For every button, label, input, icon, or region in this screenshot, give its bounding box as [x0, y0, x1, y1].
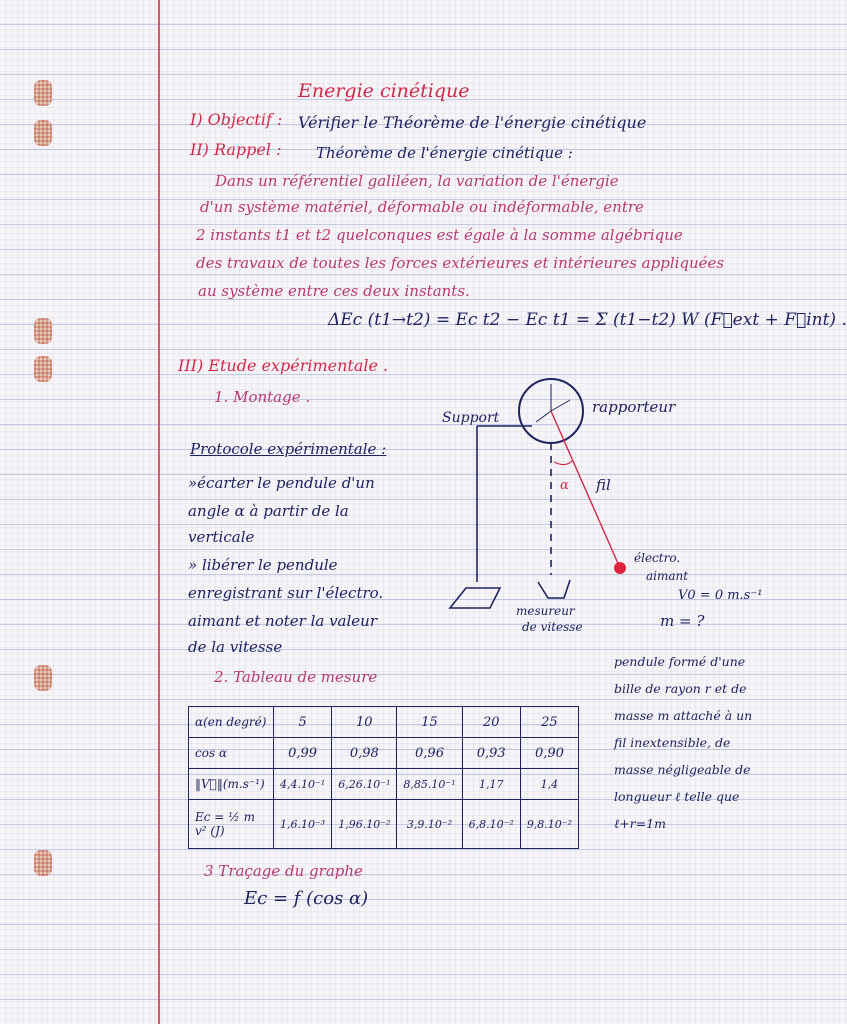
- table-row: [189, 707, 579, 738]
- protocole-line: enregistrant sur l'électro.: [188, 584, 384, 602]
- row-header: Ec = ½ m v² (J): [189, 800, 274, 849]
- rappel-line: 2 instants t1 et t2 quelconques est égale à la somme algébrique: [196, 226, 683, 244]
- table-cell: 0,93: [462, 738, 520, 769]
- table-cell: 10: [332, 707, 397, 738]
- rappel-line: Dans un référentiel galiléen, la variation de l'énergie: [215, 172, 619, 190]
- table-cell: 1,4: [520, 769, 578, 800]
- margin-line: [158, 0, 160, 1024]
- table-row: [189, 769, 579, 800]
- aimant-label: aimant: [646, 569, 689, 583]
- table-row: [189, 800, 579, 849]
- punch-hole: [34, 120, 52, 146]
- graph-title: 3 Traçage du graphe: [204, 862, 363, 880]
- table-cell: 8,85.10⁻¹: [397, 769, 462, 800]
- rappel-label: II) Rappel :: [190, 140, 282, 159]
- punch-hole: [34, 356, 52, 382]
- rappel-line: des travaux de toutes les forces extérieures et intérieures appliquées: [196, 254, 725, 272]
- row-header: α(en degré): [189, 707, 274, 738]
- table-cell: 15: [397, 707, 462, 738]
- fil-label: fil: [596, 476, 611, 494]
- punch-hole: [34, 318, 52, 344]
- page-title: Energie cinétique: [298, 80, 470, 102]
- table-cell: 6,8.10⁻²: [462, 800, 520, 849]
- table-cell: 1,96.10⁻²: [332, 800, 397, 849]
- row-header: ‖V⃗‖(m.s⁻¹): [189, 769, 274, 800]
- mesureur-label: mesureur: [516, 604, 575, 618]
- etude-label: III) Etude expérimentale .: [178, 356, 389, 375]
- support-label: Support: [442, 410, 500, 426]
- table-cell: 3,9.10⁻²: [397, 800, 462, 849]
- v0-label: V0 = 0 m.s⁻¹: [678, 588, 763, 603]
- table-cell: 25: [520, 707, 578, 738]
- table-cell: 1,17: [462, 769, 520, 800]
- rappel-line: d'un système matériel, déformable ou indéformable, entre: [200, 198, 644, 216]
- rappel-line: au système entre ces deux instants.: [198, 282, 470, 300]
- table-row: [189, 738, 579, 769]
- rapporteur-label: rapporteur: [592, 398, 676, 416]
- punch-hole: [34, 665, 52, 691]
- protocole-line: verticale: [188, 528, 255, 546]
- electro-label: électro.: [634, 551, 681, 565]
- protocole-line: angle α à partir de la: [188, 502, 349, 520]
- alpha-label: α: [560, 478, 569, 493]
- rappel-heading: Théorème de l'énergie cinétique :: [316, 144, 573, 162]
- de-vitesse-label: de vitesse: [522, 620, 583, 634]
- protocole-line: de la vitesse: [188, 638, 283, 656]
- mass-label: m = ?: [660, 612, 705, 630]
- table-cell: 0,99: [274, 738, 332, 769]
- protocole-line: »écarter le pendule d'un: [188, 474, 375, 492]
- tableau-title: 2. Tableau de mesure: [214, 668, 378, 686]
- table-cell: 0,98: [332, 738, 397, 769]
- protocole-line: » libérer le pendule: [188, 556, 338, 574]
- measure-table: [188, 706, 579, 849]
- punch-hole: [34, 850, 52, 876]
- graph-formula: Ec = f (cos α): [244, 888, 369, 909]
- pendulum-notes: pendule formé d'une bille de rayon r et de masse m attaché à un fil inextensible, de masse négligeable de longueur ℓ telle que ℓ+r=1m: [614, 654, 753, 831]
- theorem-formula: ΔEc (t1→t2) = Ec t2 − Ec t1 = Σ (t1−t2) W (F⃗ext + F⃗int) .: [328, 310, 847, 330]
- punch-hole: [34, 80, 52, 106]
- objectif-label: I) Objectif :: [190, 110, 283, 129]
- table-cell: 1,6.10⁻³: [274, 800, 332, 849]
- table-cell: 4,4.10⁻¹: [274, 769, 332, 800]
- table-cell: 6,26.10⁻¹: [332, 769, 397, 800]
- protocole-title: Protocole expérimentale :: [190, 440, 387, 458]
- table-cell: 0,90: [520, 738, 578, 769]
- objectif-text: Vérifier le Théorème de l'énergie cinétique: [298, 113, 647, 132]
- table-cell: 20: [462, 707, 520, 738]
- protocole-line: aimant et noter la valeur: [188, 612, 378, 630]
- montage-title: 1. Montage .: [214, 388, 311, 406]
- table-cell: 0,96: [397, 738, 462, 769]
- table-cell: 9,8.10⁻²: [520, 800, 578, 849]
- row-header: cos α: [189, 738, 274, 769]
- table-cell: 5: [274, 707, 332, 738]
